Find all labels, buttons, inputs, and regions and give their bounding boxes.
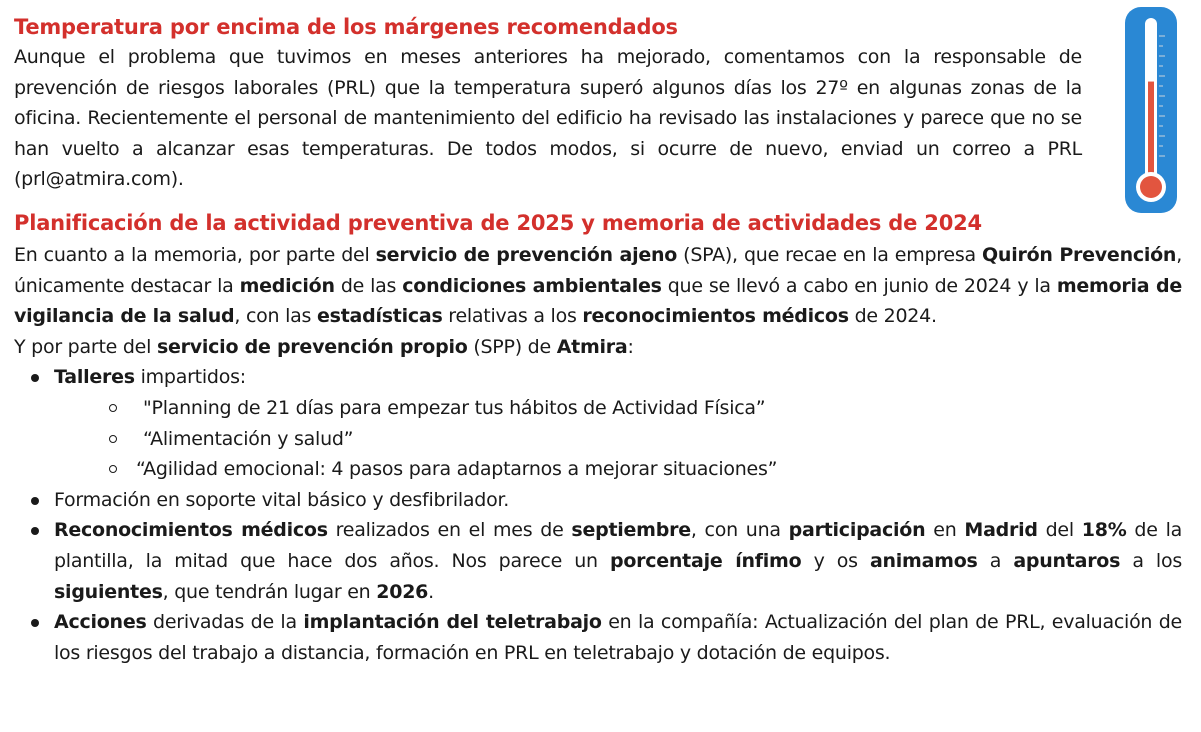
thermometer-mercury (1148, 82, 1154, 182)
sublist-item: "Planning de 21 días para empezar tus hábitos de Actividad Física” (54, 393, 1182, 424)
spp-paragraph: Y por parte del servicio de prevención propio (SPP) de Atmira: (14, 335, 634, 358)
list-item-formacion: Formación en soporte vital básico y desfibrilador. (14, 485, 1182, 516)
activities-list (14, 362, 1182, 668)
section-temperature (14, 12, 1182, 195)
thermometer-icon (1124, 6, 1178, 214)
document-page (14, 12, 1182, 668)
talleres-sublist (54, 393, 1182, 485)
temperature-paragraph: Aunque el problema que tuvimos en meses anteriores ha mejorado, comentamos con la responsable de prevención de riesgos laborales (PRL) que la temperatura superó algunos días los 27º en algunas zonas de la oficina. Recientemente el personal de mantenimiento del edificio ha revisado las instalaciones y parece que no se han vuelto a alcanzar esas temperaturas. De todos modos, si ocurre de nuevo, enviad un correo a PRL (prl@atmira.com). (14, 46, 1082, 191)
list-item-acciones: Acciones derivadas de la implantación del teletrabajo en la compañía: Actualización del plan de PRL, evaluación de los riesgos del trabajo a distancia, formación en PRL en teletrabajo y dotación de equipos. (14, 607, 1182, 668)
section-heading-temperature: Temperatura por encima de los márgenes recomendados (14, 15, 678, 39)
section-heading-planning: Planificación de la actividad preventiva de 2025 y memoria de actividades de 2024 (14, 210, 982, 235)
memoria-paragraph: En cuanto a la memoria, por parte del servicio de prevención ajeno (SPA), que recae en la empresa Quirón Prevención, únicamente destacar la medición de las condiciones ambientales que se llevó a cabo en junio de 2024 y la memoria de vigilancia de la salud, con las estadísticas relativas a los reconocimientos médicos de 2024. (14, 243, 1183, 328)
sublist-item: “Alimentación y salud” (54, 424, 1182, 455)
section-planning (14, 208, 1182, 668)
list-item-reconocimientos: Reconocimientos médicos realizados en el mes de septiembre, con una participación en Madrid del 18% de la plantilla, la mitad que hace dos años. Nos parece un porcentaje ínfimo y os animamos a apuntaros a los siguientes, que tendrán lugar en 2026. (14, 515, 1182, 607)
list-item-talleres: Talleres impartidos: "Planning de 21 días para empezar tus hábitos de Actividad Física” “Alimentación y salud” “Agilidad emocional: 4 pasos para adaptarnos a mejorar situaciones” (14, 362, 1182, 484)
thermometer-bulb (1140, 176, 1162, 198)
sublist-item: “Agilidad emocional: 4 pasos para adaptarnos a mejorar situaciones” (54, 454, 1182, 485)
